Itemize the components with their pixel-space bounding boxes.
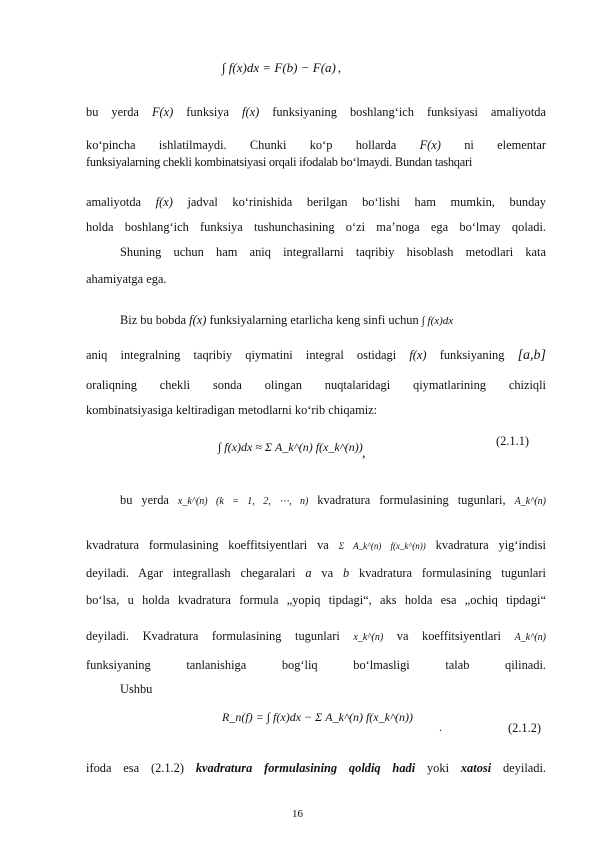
p1-l3-text: funksiyalarning chekli kombinatsiyasi orqali ifodalab bo‘lmaydi. Bundan tashqari [86, 155, 473, 169]
p3-l2-text-a: kvadratura formulasining koeffitsiyentlari va [86, 538, 339, 552]
p3-l1-formula-coef: A_k^(n) [514, 496, 546, 507]
p3-l6-text: funksiyaning tanlanishiga bog‘liq bo‘lmasligi talab qilinadi. [86, 658, 546, 672]
p2-l1-formula-integral: ∫ f(x)dx [421, 315, 454, 327]
equation-2-1-2 [222, 710, 413, 725]
p1-l2-text-a: ko‘pincha ishlatilmaydi. Chunki ko‘p hollarda [86, 138, 420, 152]
p1-l4-formula-f: f(x) [155, 195, 173, 209]
p3-line-7 [120, 681, 546, 697]
p2-l2-formula-interval: [a,b] [517, 348, 546, 363]
p1-l5-text: holda boshlang‘ich funksiya tushunchasining o‘zi ma’noga ega bo‘lmay qoladi. [86, 220, 546, 234]
closing-line [86, 760, 546, 776]
p3-line-5 [86, 628, 546, 646]
equation-2-1-1-body: ∫ f(x)dx ≈ Σ A_k^(n) f(x_k^(n)) [218, 440, 363, 454]
p2-l1-text-b: funksiyalarning etarlicha keng sinfi uchun [206, 313, 422, 327]
p1-line-1 [86, 104, 546, 120]
p1-line-5 [86, 219, 546, 235]
equation-2-1-2-number: (2.1.2) [508, 721, 542, 735]
equation-top-body: ∫ f(x)dx = F(b) − F(a) [222, 60, 336, 75]
p2-l3-text: oraliqning chekli sonda olingan nuqtalaridagi qiymatlarining chiziqli [86, 378, 546, 392]
p2-l1-formula-f: f(x) [189, 313, 207, 327]
closing-term-error: xatosi [460, 761, 492, 775]
p1-line-7 [86, 271, 546, 287]
p1-l1-formula-F: F(x) [151, 105, 174, 119]
p2-l2-formula-f: f(x) [409, 348, 427, 362]
p3-l5-formula-nodes: x_k^(n) [353, 632, 384, 643]
p3-line-2 [86, 537, 546, 554]
page-number: 16 [292, 808, 303, 820]
p3-l4-text: bo‘lsa, u holda kvadratura formula „yopiq tipdagi“, aks holda esa „ochiq tipdagi“ [86, 593, 546, 607]
p2-line-1 [120, 312, 546, 329]
p1-l1-text-b: funksiya [173, 105, 242, 119]
p2-l2-text-b: funksiyaning [426, 348, 518, 362]
equation-top-punct: , [337, 60, 342, 75]
p3-l3-formula-a: a [305, 566, 312, 580]
p3-l3-text-a: deyiladi. Agar integrallash chegaralari [86, 566, 306, 580]
closing-text-c: deyiladi. [491, 761, 546, 775]
p2-line-2 [86, 347, 546, 364]
p1-l2-text-b: ni elementar [440, 138, 546, 152]
equation-2-1-2-punct: . [439, 720, 442, 734]
p2-l2-text-a: aniq integralning taqribiy qiymatini integral ostidagi [86, 348, 410, 362]
p1-l1-text-c: funksiyaning boshlang‘ich funksiyasi amaliyotda [259, 105, 546, 119]
p1-l4-text-b: jadval ko‘rinishida berilgan bo‘lishi ham mumkin, bunday [172, 195, 546, 209]
p3-line-4 [86, 592, 546, 608]
p1-l7-text: ahamiyatga ega. [86, 272, 167, 286]
equation-2-1-1 [218, 440, 363, 455]
p3-line-1 [120, 492, 546, 510]
equation-top [222, 60, 341, 76]
p3-l5-text-a: deyiladi. Kvadratura formulasining tugunlari [86, 629, 354, 643]
p1-l6-text: Shuning uchun ham aniq integrallarni taqribiy hisoblash metodlari kata [120, 245, 546, 259]
p3-l5-text-b: va koeffitsiyentlari [383, 629, 515, 643]
p3-l1-text-a: bu yerda [120, 493, 178, 507]
equation-2-1-1-punct: , [362, 446, 366, 461]
p1-l1-text-a: bu yerda [86, 105, 152, 119]
p2-l4-text: kombinatsiyasiga keltiradigan metodlarni ko‘rib chiqamiz: [86, 403, 378, 417]
p3-l2-text-b: kvadratura yig‘indisi [425, 538, 546, 552]
p2-l1-text-a: Biz bu bobda [120, 313, 190, 327]
p1-l4-text-a: amaliyotda [86, 195, 156, 209]
p3-l1-text-b: kvadratura formulasining tugunlari, [308, 493, 515, 507]
p1-l2-formula-F: F(x) [419, 138, 441, 152]
p3-l2-formula-sum: Σ A_k^(n) f(x_k^(n)) [338, 541, 426, 551]
p2-line-3 [86, 377, 546, 393]
p1-line-4 [86, 194, 546, 210]
p3-l7-text: Ushbu [120, 682, 153, 696]
p3-l3-text-c: kvadratura formulasining tugunlari [349, 566, 546, 580]
p1-line-6 [120, 244, 546, 260]
p1-line-2 [86, 137, 546, 153]
p3-l3-text-b: va [311, 566, 343, 580]
p3-l3-formula-b: b [342, 566, 350, 580]
p3-l1-formula-nodes: x_k^(n) (k = 1, 2, ⋯, n) [177, 496, 309, 507]
p1-l1-formula-f: f(x) [242, 105, 260, 119]
closing-term-remainder: kvadratura formulasining qoldiq hadi [195, 761, 416, 775]
p3-l5-formula-coef: A_k^(n) [514, 632, 546, 643]
p3-line-6 [86, 657, 546, 673]
equation-2-1-2-body: R_n(f) = ∫ f(x)dx − Σ A_k^(n) f(x_k^(n)) [222, 710, 413, 724]
closing-text-b: yoki [415, 761, 461, 775]
equation-2-1-1-number: (2.1.1) [496, 434, 530, 448]
p1-line-3 [86, 154, 546, 170]
closing-text-a: ifoda esa (2.1.2) [86, 761, 196, 775]
p2-line-4 [86, 402, 546, 418]
p3-line-3 [86, 565, 546, 581]
